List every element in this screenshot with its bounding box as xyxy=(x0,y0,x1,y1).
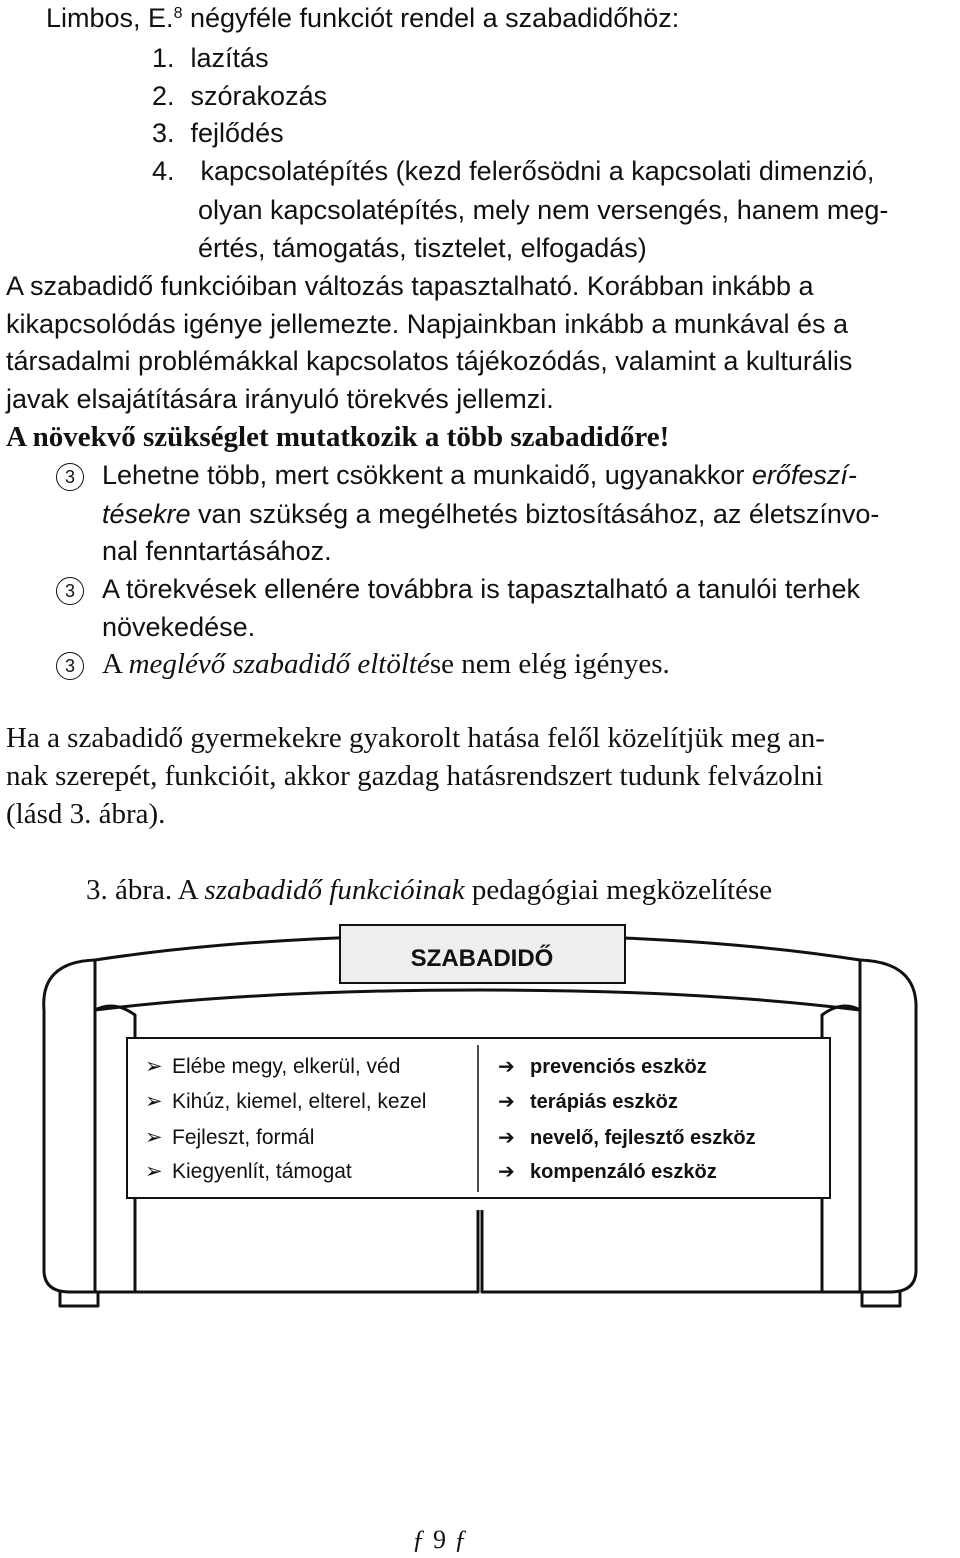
paragraph-line: nak szerepét, funkcióit, akkor gazdag hatásrendszert tudunk felvázolni xyxy=(6,760,824,792)
bullet-line: növekedése. xyxy=(102,612,256,642)
intro-text: négyféle funkciót rendel a szabadidőhöz: xyxy=(182,3,680,33)
circled-three-icon: 3 xyxy=(56,652,84,680)
sofa-seat-left xyxy=(135,1200,478,1292)
chevron-bullet-icon: ➢ xyxy=(145,1090,163,1113)
chevron-bullet-icon: ➢ xyxy=(145,1055,163,1078)
list-text: kapcsolatépítés (kezd felerősödni a kapcsolati dimenzió, xyxy=(200,156,875,186)
ornament-left: ƒ xyxy=(412,1525,425,1554)
circled-three-icon: 3 xyxy=(56,577,84,605)
emphasis-statement: A növekvő szükséglet mutatkozik a több szabadidőre! xyxy=(6,421,670,453)
paragraph-line: (lásd 3. ábra). xyxy=(6,798,166,830)
bullet-text: Lehetne több, mert csökkent a munkaidő, ugyanakkor xyxy=(102,460,752,490)
list-number: 1. xyxy=(152,43,175,73)
left-item: Fejleszt, formál xyxy=(172,1126,315,1149)
sofa-leg-left xyxy=(60,1292,98,1306)
circled-three-icon: 3 xyxy=(56,463,84,491)
left-item: Kihúz, kiemel, elterel, kezel xyxy=(172,1090,427,1113)
sofa-left-armrest xyxy=(44,960,95,1292)
sofa-leg-right xyxy=(862,1292,900,1306)
arrow-right-icon: ➔ xyxy=(498,1161,515,1183)
chevron-bullet-icon: ➢ xyxy=(145,1160,163,1183)
paragraph-line: társadalmi problémákkal kapcsolatos tájékozódás, valamint a kulturális xyxy=(6,346,853,376)
list-number: 4. xyxy=(152,156,175,186)
page-number xyxy=(412,1522,467,1558)
right-item: kompenzáló eszköz xyxy=(530,1161,717,1183)
list-item-continuation: olyan kapcsolatépítés, mely nem versengés, hanem meg- xyxy=(198,195,889,225)
left-item: Elébe megy, elkerül, véd xyxy=(172,1055,401,1078)
bullet-text-italic: erőfeszí- xyxy=(751,460,857,490)
right-item: prevenciós eszköz xyxy=(530,1056,707,1078)
sofa-right-armrest xyxy=(860,960,916,1292)
caption-italic: szabadidő funkcióinak xyxy=(204,874,465,906)
sofa-seat-right xyxy=(482,1200,822,1292)
bullet-text: A xyxy=(102,648,129,680)
arrow-right-icon: ➔ xyxy=(498,1091,515,1113)
arrow-right-icon: ➔ xyxy=(498,1127,515,1149)
chevron-bullet-icon: ➢ xyxy=(145,1126,163,1149)
ornament-right: ƒ xyxy=(454,1525,467,1554)
paragraph-line: A szabadidő funkcióiban változás tapasztalható. Korábban inkább a xyxy=(6,271,814,301)
arrow-right-icon: ➔ xyxy=(498,1056,515,1078)
bullet-text-italic: tésekre xyxy=(102,499,191,529)
bullet-text-italic: meglévő szabadidő eltölté xyxy=(128,648,430,680)
paragraph-line: javak elsajátítására irányuló törekvés jellemzi. xyxy=(6,384,554,414)
right-item: nevelő, fejlesztő eszköz xyxy=(530,1127,756,1149)
bullet-line: nal fenntartásához. xyxy=(102,536,332,566)
left-item: Kiegyenlít, támogat xyxy=(172,1160,352,1183)
paragraph-line: Ha a szabadidő gyermekekre gyakorolt hatása felől közelítjük meg an- xyxy=(6,722,825,754)
list-number: 2. xyxy=(152,81,175,111)
list-text: szórakozás xyxy=(190,81,328,111)
author-name: Limbos, E. xyxy=(46,3,174,33)
paragraph-line: kikapcsolódás igénye jellemezte. Napjainkban inkább a munkával és a xyxy=(6,309,848,339)
list-number: 3. xyxy=(152,118,175,148)
footnote-reference: 8 xyxy=(173,5,183,22)
list-item-continuation: értés, támogatás, tisztelet, elfogadás) xyxy=(198,233,647,263)
bullet-line: A törekvések ellenére továbbra is tapasztalható a tanulói terhek xyxy=(102,574,860,604)
list-text: lazítás xyxy=(190,43,269,73)
bullet-text: van szükség a megélhetés biztosításához, az életszínvo- xyxy=(190,499,880,529)
caption-label: 3. ábra. A xyxy=(86,874,205,906)
page-number-value: 9 xyxy=(433,1525,446,1554)
list-text: fejlődés xyxy=(190,118,284,148)
bullet-text: se nem elég igényes. xyxy=(429,648,670,680)
diagram-title: SZABADIDŐ xyxy=(410,945,554,972)
right-item: terápiás eszköz xyxy=(530,1091,678,1113)
caption-text: pedagógiai megközelítése xyxy=(464,874,773,906)
